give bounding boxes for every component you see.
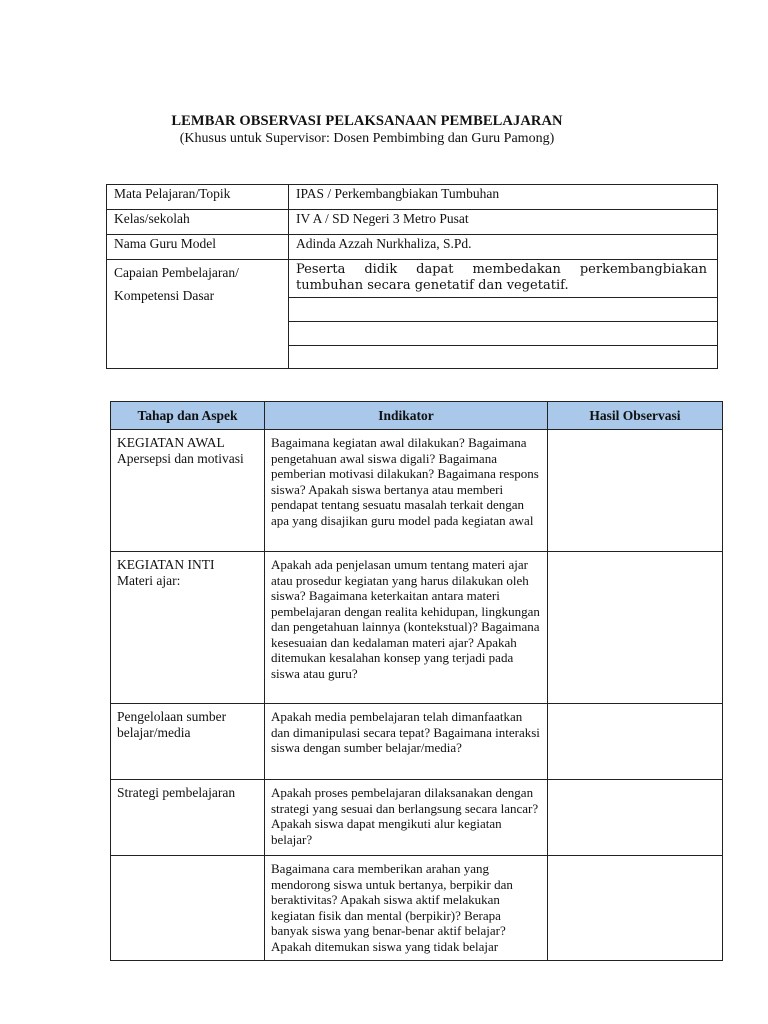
header-aspect: Tahap dan Aspek [111, 402, 265, 430]
aspect-subtitle: Strategi pembelajaran [117, 785, 236, 800]
aspect-cell [111, 430, 265, 552]
result-cell[interactable] [548, 430, 723, 552]
observation-row-kegiatan-awal [111, 430, 723, 552]
header-result: Hasil Observasi [548, 402, 723, 430]
indicator-cell: Bagaimana cara memberikan arahan yang mendorong siswa untuk bertanya, berpikir dan beraktivitas? Apakah siswa aktif melakukan kegiatan fisik dan mental (berpikir)? Berapa banyak siswa yang benar-benar aktif belajar? Apakah ditemukan siswa yang tidak belajar [265, 856, 548, 961]
info-row-kelas [107, 210, 718, 235]
info-row-guru [107, 235, 718, 260]
aspect-title: KEGIATAN AWAL [117, 435, 225, 450]
mata-pelajaran-value: IPAS / Perkembangbiakan Tumbuhan [289, 185, 718, 210]
aspect-cell [111, 780, 265, 856]
observation-table [110, 401, 723, 961]
info-row-capaian [107, 260, 718, 298]
header-indicator: Indikator [265, 402, 548, 430]
aspect-subtitle: Apersepsi dan motivasi [117, 450, 244, 466]
observation-row-sumber-belajar [111, 704, 723, 780]
indicator-cell: Apakah media pembelajaran telah dimanfaatkan dan dimanipulasi secara tepat? Bagaimana interaksi siswa dengan sumber belajar/media? [265, 704, 548, 780]
indicator-cell: Bagaimana kegiatan awal dilakukan? Bagaimana pengetahuan awal siswa digali? Bagaimana pemberian motivasi dilakukan? Bagaimana respons siswa? Apakah siswa bertanya atau memberi pendapat tentang sesuatu masalah terkait dengan apa yang disajikan guru model pada kegiatan awal [265, 430, 548, 552]
guru-label: Nama Guru Model [107, 235, 289, 260]
guru-value: Adinda Azzah Nurkhaliza, S.Pd. [289, 235, 718, 260]
capaian-label [107, 260, 289, 369]
result-cell[interactable] [548, 704, 723, 780]
result-cell[interactable] [548, 780, 723, 856]
observation-header-row [111, 402, 723, 430]
kelas-value: IV A / SD Negeri 3 Metro Pusat [289, 210, 718, 235]
result-cell[interactable] [548, 552, 723, 704]
aspect-subtitle: Pengelolaan sumber belajar/media [117, 709, 227, 740]
capaian-empty-cell [289, 322, 718, 346]
capaian-label-line-2: Kompetensi Dasar [114, 288, 215, 303]
document-title: LEMBAR OBSERVASI PELAKSANAAN PEMBELAJARAN [171, 113, 563, 129]
capaian-empty-cell [289, 346, 718, 369]
aspect-title: KEGIATAN INTI [117, 557, 215, 572]
aspect-cell [111, 704, 265, 780]
info-table [106, 184, 718, 369]
observation-row-arahan [111, 856, 723, 961]
observation-row-kegiatan-inti [111, 552, 723, 704]
indicator-cell: Apakah proses pembelajaran dilaksanakan dengan strategi yang sesuai dan berlangsung secara lancar? Apakah siswa dapat mengikuti alur kegiatan belajar? [265, 780, 548, 856]
capaian-empty-cell [289, 298, 718, 322]
capaian-value: Peserta didik dapat membedakan perkembangbiakan tumbuhan secara genetatif dan vegetatif. [289, 260, 718, 298]
observation-row-strategi [111, 780, 723, 856]
aspect-cell [111, 552, 265, 704]
document-subtitle: (Khusus untuk Supervisor: Dosen Pembimbing dan Guru Pamong) [179, 131, 555, 146]
aspect-cell [111, 856, 265, 961]
capaian-label-line-1: Capaian Pembelajaran/ [114, 265, 239, 280]
indicator-cell: Apakah ada penjelasan umum tentang materi ajar atau prosedur kegiatan yang harus dilakukan oleh siswa? Bagaimana keterkaitan antara materi pembelajaran dengan realita kehidupan, lingkungan dan pengetahuan lainnya (kontekstual)? Bagaimana kesesuaian dan kedalaman materi ajar? Apakah ditemukan kesalahan konsep yang terjadi pada siswa atau guru? [265, 552, 548, 704]
mata-pelajaran-label: Mata Pelajaran/Topik [107, 185, 289, 210]
aspect-subtitle: Materi ajar: [117, 572, 181, 588]
info-row-mata-pelajaran [107, 185, 718, 210]
kelas-label: Kelas/sekolah [107, 210, 289, 235]
result-cell[interactable] [548, 856, 723, 961]
